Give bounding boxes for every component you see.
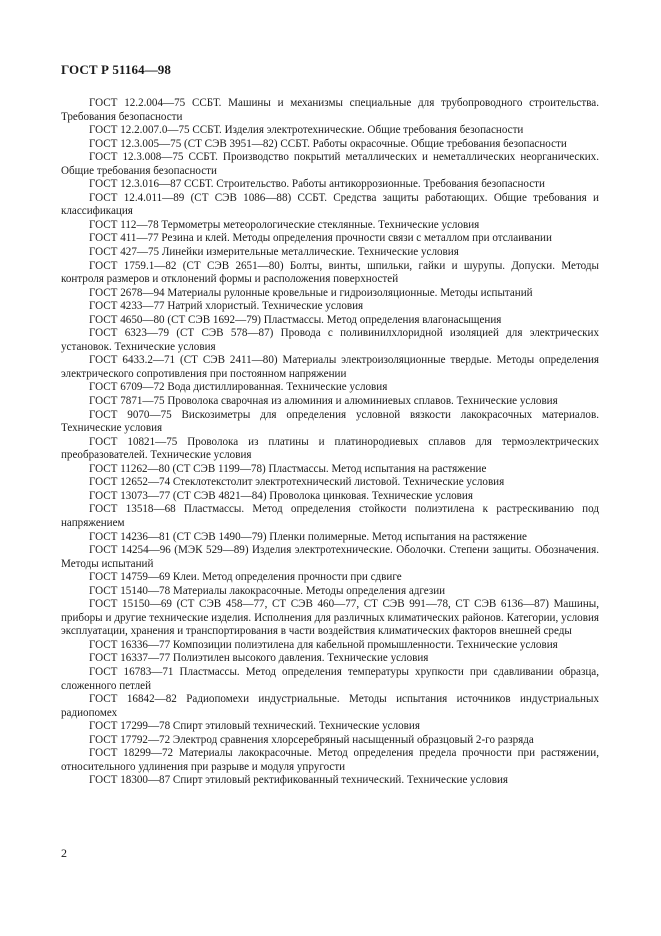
reference-item: ГОСТ 13518—68 Пластмассы. Метод определения стойкости полиэтилена к растрескиванию под напряжением: [61, 503, 599, 529]
reference-item: ГОСТ 13073—77 (СТ СЭВ 4821—84) Проволока цинковая. Технические условия: [89, 489, 473, 502]
reference-item: ГОСТ 18300—87 Спирт этиловый ректификованный технический. Технические условия: [89, 774, 508, 787]
reference-item: ГОСТ 12.2.004—75 ССБТ. Машины и механизмы специальные для трубопроводного строительства. Требования безопасности: [61, 97, 599, 123]
reference-item: ГОСТ 12.4.011—89 (СТ СЭВ 1086—88) ССБТ. Средства защиты работающих. Общие требования и классификация: [61, 191, 599, 218]
reference-item: ГОСТ 12.3.008—75 ССБТ. Производство покрытий металлических и неметаллических неорганических. Общие требования безопасности: [61, 151, 599, 177]
reference-item: ГОСТ 411—77 Резина и клей. Методы определения прочности связи с металлом при отслаивании: [89, 232, 552, 245]
reference-item: ГОСТ 15150—69 (СТ СЭВ 458—77, СТ СЭВ 460—77, СТ СЭВ 991—78, СТ СЭВ 6136—87) Машины, приборы и другие технические изделия. Исполнения для различных климатических районов. Категории, условия эксплуатации, хранения и транспортирования в части воздействия климатических факторов внешней среды: [61, 598, 599, 638]
reference-item: ГОСТ 12.3.005—75 (СТ СЭВ 3951—82) ССБТ. Работы окрасочные. Общие требования безопасности: [89, 137, 567, 150]
reference-item: ГОСТ 14236—81 (СТ СЭВ 1490—79) Пленки полимерные. Метод испытания на растяжение: [89, 530, 527, 543]
reference-item: ГОСТ 16842—82 Радиопомехи индустриальные. Методы испытания источников индустриальных радиопомех: [61, 693, 599, 719]
reference-item: ГОСТ 112—78 Термометры метеорологические стеклянные. Технические условия: [89, 218, 480, 231]
reference-item: ГОСТ 6323—79 (СТ СЭВ 578—87) Провода с поливинилхлоридной изоляцией для электрических установок. Технические условия: [61, 327, 599, 353]
reference-item: ГОСТ 1759.1—82 (СТ СЭВ 2651—80) Болты, винты, шпильки, гайки и шурупы. Допуски. Методы контроля размеров и отклонений формы и расположения поверхностей: [61, 259, 599, 286]
reference-item: ГОСТ 18299—72 Материалы лакокрасочные. Метод определения предела прочности при растяжении, относительного удлинения при разрыве и модуля упругости: [61, 747, 599, 773]
reference-item: ГОСТ 17792—72 Электрод сравнения хлорсеребряный насыщенный образцовый 2-го разряда: [89, 733, 534, 746]
reference-item: ГОСТ 12.3.016—87 ССБТ. Строительство. Работы антикоррозионные. Требования безопасности: [89, 178, 545, 191]
reference-item: ГОСТ 4233—77 Натрий хлористый. Технические условия: [89, 300, 364, 313]
document-header: ГОСТ Р 51164—98: [61, 62, 172, 77]
reference-item: ГОСТ 427—75 Линейки измерительные металлические. Технические условия: [89, 246, 459, 259]
reference-item: ГОСТ 15140—78 Материалы лакокрасочные. Методы определения адгезии: [89, 584, 446, 597]
page-number: 2: [61, 846, 67, 860]
normative-references-list: [61, 97, 599, 788]
reference-item: ГОСТ 4650—80 (СТ СЭВ 1692—79) Пластмассы. Метод определения влагонасыщения: [89, 313, 502, 326]
reference-item: ГОСТ 16337—77 Полиэтилен высокого давления. Технические условия: [89, 652, 429, 665]
reference-item: ГОСТ 2678—94 Материалы рулонные кровельные и гидроизоляционные. Методы испытаний: [89, 286, 533, 299]
reference-item: ГОСТ 11262—80 (СТ СЭВ 1199—78) Пластмассы. Метод испытания на растяжение: [89, 462, 487, 475]
reference-item: ГОСТ 14254—96 (МЭК 529—89) Изделия электротехнические. Оболочки. Степени защиты. Обозначения. Методы испытаний: [61, 544, 599, 570]
reference-item: ГОСТ 9070—75 Вискозиметры для определения условной вязкости лакокрасочных материалов. Технические условия: [61, 408, 599, 435]
reference-item: ГОСТ 16336—77 Композиции полиэтилена для кабельной промышленности. Технические условия: [89, 638, 558, 651]
reference-item: ГОСТ 12.2.007.0—75 ССБТ. Изделия электротехнические. Общие требования безопасности: [89, 124, 524, 137]
reference-item: ГОСТ 6709—72 Вода дистиллированная. Технические условия: [89, 381, 388, 394]
reference-item: ГОСТ 7871—75 Проволока сварочная из алюминия и алюминиевых сплавов. Технические условия: [89, 395, 558, 408]
reference-item: ГОСТ 10821—75 Проволока из платины и платинородиевых сплавов для термоэлектрических преобразователей. Технические условия: [61, 435, 599, 462]
reference-item: ГОСТ 17299—78 Спирт этиловый технический. Технические условия: [89, 720, 420, 733]
reference-item: ГОСТ 6433.2—71 (СТ СЭВ 2411—80) Материалы электроизоляционные твердые. Методы определения электрического сопротивления при постоянном напряжении: [61, 354, 599, 380]
reference-item: ГОСТ 12652—74 Стеклотекстолит электротехнический листовой. Технические условия: [89, 476, 505, 489]
reference-item: ГОСТ 16783—71 Пластмассы. Метод определения температуры хрупкости при сдавливании образца, сложенного петлей: [61, 665, 599, 692]
reference-item: ГОСТ 14759—69 Клеи. Метод определения прочности при сдвиге: [89, 571, 402, 584]
